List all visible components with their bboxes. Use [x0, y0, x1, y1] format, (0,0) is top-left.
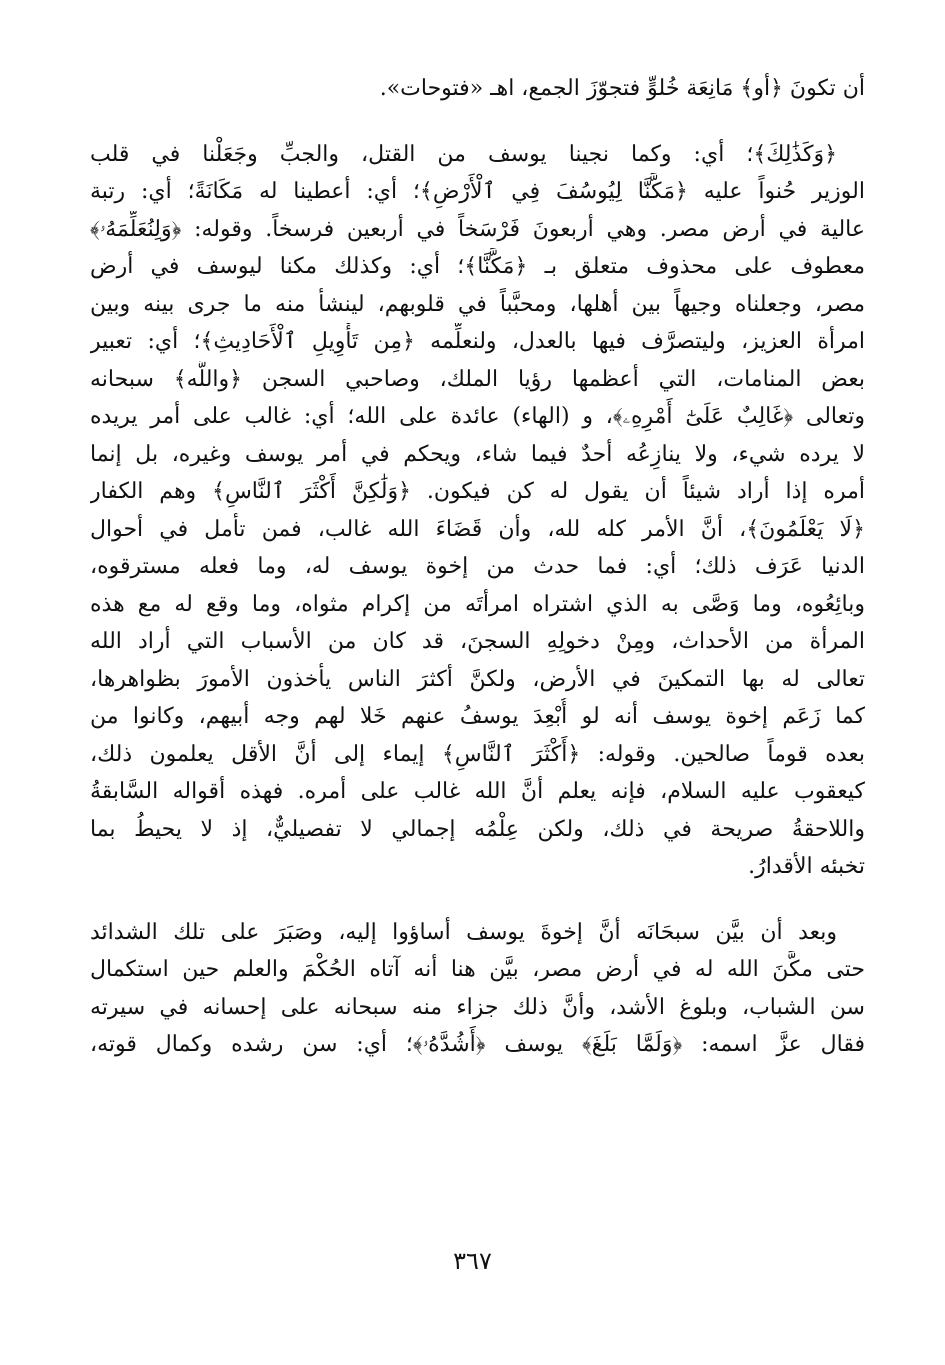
text-line: تخبئه الأقدارُ.	[748, 854, 865, 879]
text-line: امرأة العزيز، وليتصرَّف فيها بالعدل، ولنعلِّمه ﴿مِن تَأْوِيلِ ٱلْأَحَادِيثِ﴾؛ أي: تعبير	[90, 329, 865, 354]
text-line: أمره إذا أراد شيئاً أن يقول له كن فيكون. ﴿وَلَٰكِنَّ أَكْثَرَ ٱلنَّاسِ﴾ وهم الكفار	[90, 479, 865, 504]
text-line: الوزير حُنواً عليه ﴿مَكَّنَّا لِيُوسُفَ فِي ٱلْأَرْضِ﴾؛ أي: أعطينا له مَكَانَةً؛ أي: رتبة	[90, 179, 865, 204]
text-line: واللاحقةُ صريحة في ذلك، ولكن عِلْمُه إجمالي لا تفصيليٌّ، إذ لا يحيطُ بما	[90, 816, 865, 842]
text-line: المرأة من الأحداث، ومِنْ دخولِهِ السجنَ، قد كان من الأسباب التي أراد الله	[90, 629, 865, 654]
paragraph-gap	[90, 108, 865, 136]
text-line: تعالى له بها التمكينَ في الأرض، ولكنَّ أكثرَ الناس يأخذون الأمورَ بظواهرها،	[90, 666, 865, 692]
paragraph-3	[90, 914, 865, 1064]
text-line: مصر، وجعلناه وجيهاً بين أهلها، ومحبَّباً في قلوبهم، لينشأ منه ما جرى بينه وبين	[90, 291, 865, 317]
book-page	[90, 70, 865, 1310]
paragraph-2	[90, 136, 865, 886]
text-line: وبائِعُوه، وما وَصَّى به الذي اشتراه امرأتَه من إكرام مثواه، وما وقع له مع هذه	[90, 591, 865, 617]
text-line: ﴿وَكَذَٰلِكَ﴾؛ أي: وكما نجينا يوسف من القتل، والجبِّ وجَعَلْنا في قلب	[90, 141, 837, 167]
page-number: ٣٦٧	[453, 1247, 492, 1275]
paragraph-1	[90, 70, 865, 108]
text-line: سن الشباب، وبلوغ الأشد، وأنَّ ذلك جزاء منه سبحانه على إحسانه في سيرته	[90, 994, 865, 1020]
text-line: الدنيا عَرَف ذلك؛ أي: فما حدث من إخوة يوسف له، وما فعله مسترقوه،	[90, 554, 865, 579]
text-line: كما زَعَم إخوة يوسف أنه لو أُبْعِدَ يوسفُ عنهم خَلا لهم وجه أبيهم، وكانوا من	[90, 704, 865, 729]
text-line: بعض المنامات، التي أعظمها رؤيا الملك، وصاحبي السجن ﴿واللَّه﴾ سبحانه	[90, 366, 865, 392]
paragraph-gap	[90, 886, 865, 914]
text-line: حتى مكَّنَ الله له في أرض مصر، بيَّن هنا أنه آتاه الحُكْمَ والعلم حين استكمال	[90, 957, 865, 982]
text-line: معطوف على محذوف متعلق بـ ﴿مَكَّنَّا﴾؛ أي: وكذلك مكنا ليوسف في أرض	[90, 254, 865, 279]
text-line: فقال عزَّ اسمه: ﴿وَلَمَّا بَلَغَ﴾ يوسف ﴿أَشُدَّهُۥ﴾؛ أي: سن رشده وكمال قوته،	[90, 1032, 865, 1057]
text-line: كيعقوب عليه السلام، فإنه يعلم أنَّ الله غالب على أمره. فهذه أقواله السَّابقةُ	[90, 779, 865, 804]
text-line: لا يرده شيء، ولا ينازِعُه أحدٌ فيما شاء، ويحكم في أمر يوسف وغيره، بل إنما	[90, 441, 865, 467]
text-line: وبعد أن بيَّن سبحَانَه أنَّ إخوةَ يوسف أساؤوا إليه، وصَبَرَ على تلك الشدائد	[90, 919, 837, 945]
text-line: عالية في أرض مصر. وهي أربعونَ فَرْسَخاً في أربعين فرسخاً. وقوله: ﴿وَلِنُعَلِّمَهُۥ﴾	[90, 216, 865, 242]
text-line: ﴿لَا يَعْلَمُونَ﴾، أنَّ الأمر كله لله، وأن قَضَاءَ الله غالب، فمن تأمل في أحوال	[90, 516, 865, 542]
text-line: وتعالى ﴿غَالِبٌ عَلَىٰٓ أَمْرِهِۦ﴾، و (الهاء) عائدة على الله؛ أي: غالب على أمر يريده	[90, 404, 865, 429]
text-line: أن تكونَ ﴿أو﴾ مَانِعَة خُلوٍّ فتجوّزَ الجمع، اهـ «فتوحات».	[379, 76, 865, 101]
text-line: بعده قوماً صالحين. وقوله: ﴿أَكْثَرَ ٱلنَّاسِ﴾ إيماء إلى أنَّ الأقل يعلمون ذلك،	[90, 741, 865, 767]
